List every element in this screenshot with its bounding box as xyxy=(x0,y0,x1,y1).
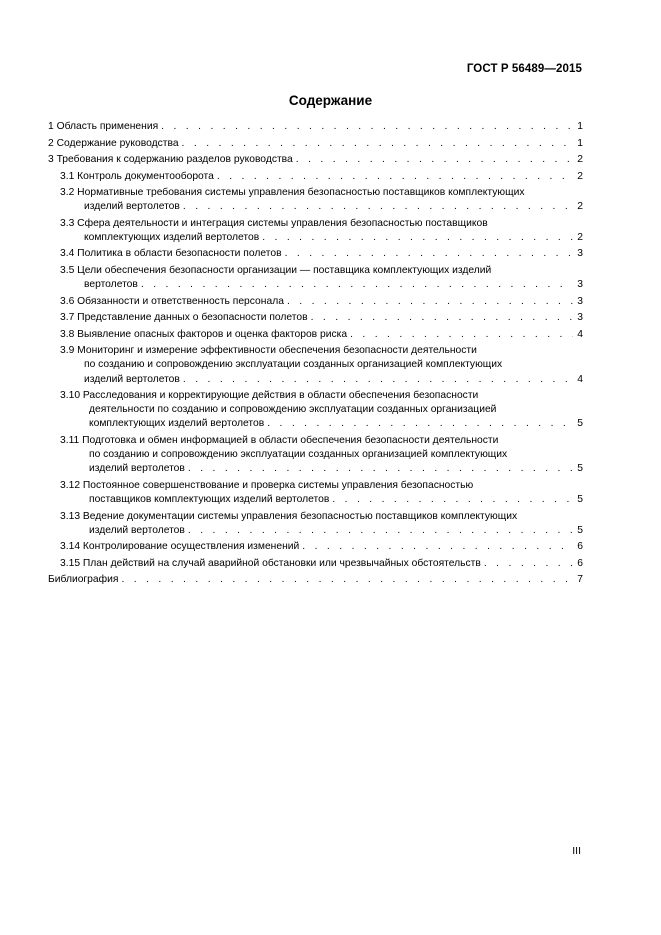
table-of-contents xyxy=(48,120,583,590)
toc-entry[interactable] xyxy=(48,328,583,342)
toc-entry-text: 3.1 Контроль документооборота xyxy=(60,170,214,182)
toc-entry[interactable] xyxy=(48,479,583,507)
toc-page-number: 3 xyxy=(577,295,583,307)
toc-entry-text: 3.9 Мониторинг и измерение эффективности обеспечения безопасности деятельности xyxy=(60,345,477,357)
toc-entry[interactable] xyxy=(48,540,583,554)
toc-entry[interactable] xyxy=(48,137,583,151)
toc-page-number: 5 xyxy=(577,524,583,536)
toc-leader-dots xyxy=(350,328,573,342)
toc-entry[interactable] xyxy=(48,247,583,261)
toc-entry-text: изделий вертолетов xyxy=(89,463,185,475)
toc-entry-text: 3.12 Постоянное совершенствование и проверка системы управления безопасностью xyxy=(60,479,474,491)
toc-entry-text: комплектующих изделий вертолетов xyxy=(84,231,260,243)
toc-entry-text: изделий вертолетов xyxy=(89,524,185,536)
toc-leader-dots xyxy=(161,120,573,134)
toc-page-number: 3 xyxy=(577,279,583,291)
toc-entry[interactable] xyxy=(48,217,583,245)
toc-entry[interactable] xyxy=(48,557,583,571)
toc-leader-dots xyxy=(311,311,574,325)
toc-entry-text: 3.10 Расследования и корректирующие действия в области обеспечения безопасности xyxy=(60,390,479,402)
toc-entry-text: 3.2 Нормативные требования системы управления безопасностью поставщиков комплектующих xyxy=(60,187,525,198)
toc-entry-text: поставщиков комплектующих изделий вертолетов xyxy=(89,494,330,506)
toc-entry-text: комплектующих изделий вертолетов xyxy=(89,418,265,430)
toc-page-number: 2 xyxy=(577,231,583,243)
toc-page-number: 7 xyxy=(577,574,583,586)
toc-page-number: 5 xyxy=(577,418,583,430)
toc-entry-text: деятельности по созданию и сопровождению эксплуатации созданных организацией xyxy=(89,404,497,416)
toc-entry-text: 3.11 Подготовка и обмен информацией в области обеспечения безопасности деятельности xyxy=(60,434,499,446)
toc-page-number: 2 xyxy=(577,201,583,213)
toc-entry-text: по созданию и сопровождению эксплуатации созданных организацией комплектующих xyxy=(84,359,503,371)
toc-leader-dots xyxy=(267,417,573,431)
toc-entry[interactable] xyxy=(48,170,583,184)
toc-entry-text: 1 Область применения xyxy=(48,121,159,132)
toc-leader-dots xyxy=(188,462,573,476)
toc-entry-text: Библиография xyxy=(48,574,119,586)
toc-page-number: 3 xyxy=(577,248,583,260)
toc-entry[interactable] xyxy=(48,344,583,387)
toc-entry-text: вертолетов xyxy=(84,279,138,291)
toc-entry[interactable] xyxy=(48,510,583,538)
toc-page-number: 5 xyxy=(577,494,583,506)
toc-entry[interactable] xyxy=(48,186,583,214)
toc-leader-dots xyxy=(262,231,573,245)
toc-leader-dots xyxy=(332,493,573,507)
toc-leader-dots xyxy=(285,247,574,261)
toc-leader-dots xyxy=(484,557,573,571)
toc-entry-text: 3.14 Контролирование осуществления изменений xyxy=(60,541,300,553)
toc-entry[interactable] xyxy=(48,573,583,587)
toc-entry-text: изделий вертолетов xyxy=(84,201,180,213)
toc-entry-text: 3.6 Обязанности и ответственность персонала xyxy=(60,295,284,307)
toc-entry-text: 3.13 Ведение документации системы управления безопасностью поставщиков комплектующих xyxy=(60,510,518,522)
toc-leader-dots xyxy=(302,540,573,554)
toc-page-number: 1 xyxy=(577,121,583,132)
toc-entry-text: 3 Требования к содержанию разделов руководства xyxy=(48,154,293,165)
toc-entry[interactable] xyxy=(48,311,583,325)
toc-entry-text: 3.3 Сфера деятельности и интеграция системы управления безопасностью поставщиков xyxy=(60,217,488,229)
toc-leader-dots xyxy=(217,170,573,184)
toc-title: Содержание xyxy=(288,93,373,108)
toc-page-number: 2 xyxy=(577,154,583,165)
toc-entry-text: 2 Содержание руководства xyxy=(48,137,179,149)
toc-leader-dots xyxy=(296,153,573,167)
toc-entry-text: 3.4 Политика в области безопасности полетов xyxy=(60,248,282,260)
toc-leader-dots xyxy=(183,200,573,214)
toc-page-number: 6 xyxy=(577,557,583,569)
toc-entry-text: 3.7 Представление данных о безопасности полетов xyxy=(60,312,308,324)
toc-leader-dots xyxy=(141,278,573,292)
toc-entry[interactable] xyxy=(48,153,583,167)
toc-page-number: 3 xyxy=(577,312,583,324)
toc-page-number: 4 xyxy=(577,328,583,340)
toc-page-number: 4 xyxy=(577,373,583,385)
toc-page-number: 2 xyxy=(577,170,583,182)
page-number: III xyxy=(572,845,581,857)
toc-entry-text: 3.15 План действий на случай аварийной обстановки или чрезвычайных обстоятельств xyxy=(60,557,481,569)
toc-entry[interactable] xyxy=(48,434,583,477)
toc-page-number: 1 xyxy=(577,137,583,149)
toc-entry[interactable] xyxy=(48,264,583,292)
toc-leader-dots xyxy=(182,137,574,151)
toc-entry[interactable] xyxy=(48,389,583,432)
toc-entry-text: по созданию и сопровождению эксплуатации созданных организацией комплектующих xyxy=(89,449,508,461)
document-code: ГОСТ Р 56489—2015 xyxy=(466,63,582,75)
toc-entry-text: изделий вертолетов xyxy=(84,373,180,385)
toc-leader-dots xyxy=(287,295,573,309)
toc-entry[interactable] xyxy=(48,120,583,134)
toc-leader-dots xyxy=(121,573,573,587)
toc-page-number: 5 xyxy=(577,463,583,475)
toc-page-number: 6 xyxy=(577,541,583,553)
toc-entry-text: 3.5 Цели обеспечения безопасности организации — поставщика комплектующих изделий xyxy=(60,264,492,276)
toc-entry-text: 3.8 Выявление опасных факторов и оценка факторов риска xyxy=(60,328,348,340)
toc-entry[interactable] xyxy=(48,295,583,309)
toc-leader-dots xyxy=(183,373,573,387)
toc-leader-dots xyxy=(188,524,573,538)
